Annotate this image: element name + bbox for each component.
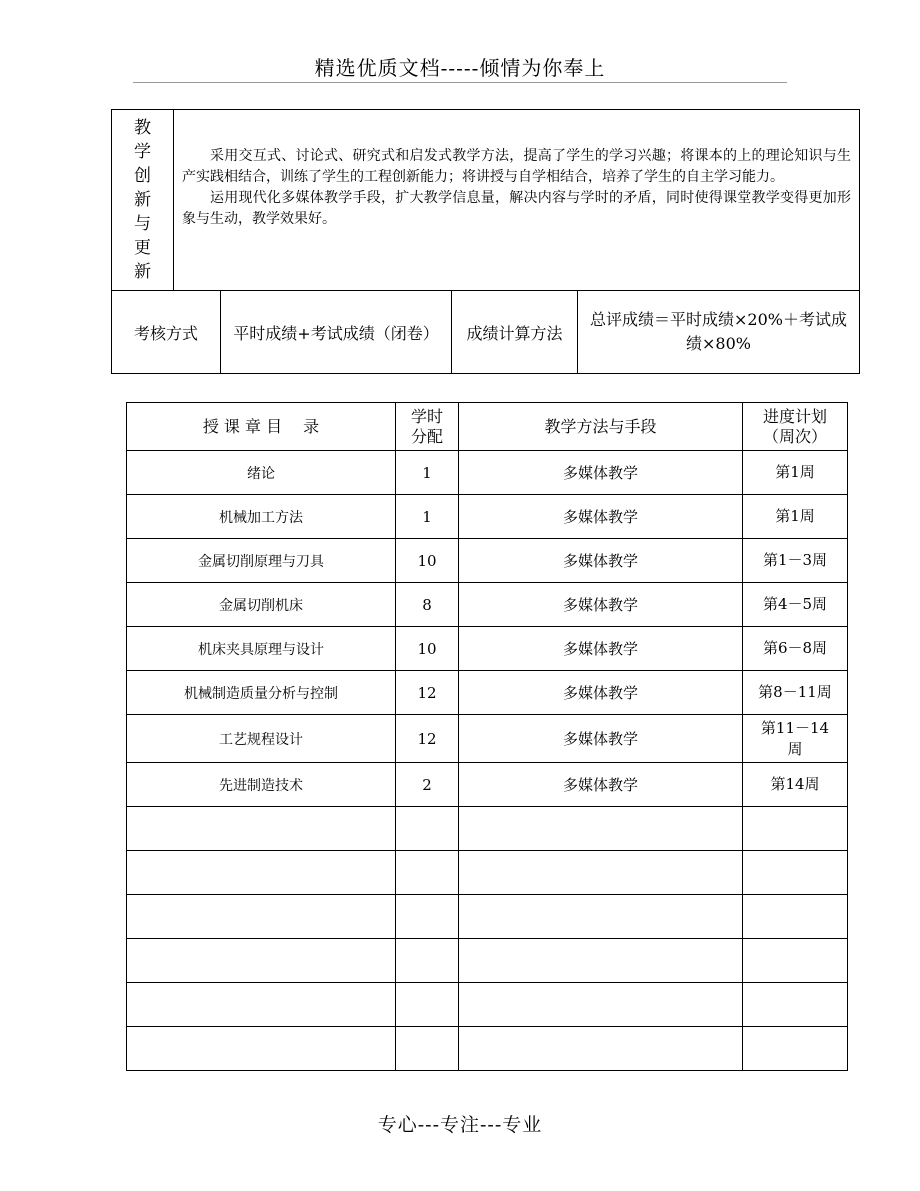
table-row (127, 583, 848, 627)
week-cell: 第1周 (743, 495, 848, 539)
table-row (127, 495, 848, 539)
chapter-cell: 机床夹具原理与设计 (127, 627, 396, 671)
week-cell: 第1周 (743, 451, 848, 495)
course-info-table (111, 109, 860, 374)
innovation-label-char: 学 (134, 142, 151, 162)
hours-header-line: 分配 (410, 426, 443, 446)
table-row (127, 539, 848, 583)
week-cell: 第11－14周 (743, 715, 848, 763)
innovation-label (112, 110, 174, 291)
method-cell: 多媒体教学 (459, 671, 743, 715)
week-cell: 第1－3周 (743, 539, 848, 583)
hours-header (396, 403, 459, 451)
table-row (127, 627, 848, 671)
grade-calc-label: 成绩计算方法 (452, 291, 578, 374)
chapter-cell: 绪论 (127, 451, 396, 495)
method-cell: 多媒体教学 (459, 451, 743, 495)
innovation-label-char: 新 (134, 190, 151, 210)
chapter-cell: 金属切削机床 (127, 583, 396, 627)
innovation-paragraph: 运用现代化多媒体教学手段，扩大教学信息量，解决内容与学时的矛盾，同时使得课堂教学变得更加形象与生动，教学效果好。 (182, 190, 851, 227)
grade-calc-formula: 总评成绩＝平时成绩×20%＋考试成绩×80% (578, 291, 860, 374)
empty-row (127, 983, 848, 1027)
empty-row (127, 939, 848, 983)
table-row (127, 451, 848, 495)
innovation-row (112, 110, 860, 291)
chapter-cell: 先进制造技术 (127, 763, 396, 807)
week-cell: 第6－8周 (743, 627, 848, 671)
schedule-header-row (127, 403, 848, 451)
table-row (127, 671, 848, 715)
week-cell: 第14周 (743, 763, 848, 807)
plan-header-line: （周次） (762, 426, 827, 446)
method-cell: 多媒体教学 (459, 763, 743, 807)
chapter-cell: 机械加工方法 (127, 495, 396, 539)
empty-row (127, 1027, 848, 1071)
schedule-table (126, 402, 848, 1071)
empty-row (127, 895, 848, 939)
innovation-label-char: 创 (134, 166, 151, 186)
page-footer: 专心---专注---专业 (377, 1114, 543, 1136)
chapter-header: 授 课 章 目 录 (127, 403, 396, 451)
hours-cell: 12 (396, 715, 459, 763)
assessment-method-value: 平时成绩+考试成绩（闭卷） (221, 291, 452, 374)
innovation-content (174, 110, 860, 291)
innovation-label-char: 与 (134, 214, 151, 234)
empty-row (127, 851, 848, 895)
header-divider (133, 82, 787, 83)
method-cell: 多媒体教学 (459, 539, 743, 583)
hours-cell: 1 (396, 495, 459, 539)
week-cell: 第8－11周 (743, 671, 848, 715)
innovation-label-char: 新 (134, 262, 151, 282)
hours-cell: 10 (396, 539, 459, 583)
chapter-cell: 工艺规程设计 (127, 715, 396, 763)
page-header: 精选优质文档-----倾情为你奉上 (314, 56, 606, 80)
assessment-row (112, 291, 860, 374)
innovation-label-char: 更 (134, 238, 151, 258)
method-cell: 多媒体教学 (459, 495, 743, 539)
hours-header-line: 学时 (410, 406, 443, 426)
chapter-cell: 金属切削原理与刀具 (127, 539, 396, 583)
hours-cell: 2 (396, 763, 459, 807)
hours-cell: 12 (396, 671, 459, 715)
method-cell: 多媒体教学 (459, 583, 743, 627)
week-cell: 第4－5周 (743, 583, 848, 627)
method-cell: 多媒体教学 (459, 627, 743, 671)
innovation-paragraph: 采用交互式、讨论式、研究式和启发式教学方法，提高了学生的学习兴趣；将课本的上的理论知识与生产实践相结合，训练了学生的工程创新能力；将讲授与自学相结合，培养了学生的自主学习能力。 (182, 148, 851, 185)
method-header: 教学方法与手段 (459, 403, 743, 451)
innovation-label-char: 教 (134, 118, 151, 138)
chapter-cell: 机械制造质量分析与控制 (127, 671, 396, 715)
plan-header-line: 进度计划 (762, 406, 827, 426)
method-cell: 多媒体教学 (459, 715, 743, 763)
hours-cell: 10 (396, 627, 459, 671)
table-row (127, 763, 848, 807)
assessment-method-label: 考核方式 (112, 291, 221, 374)
plan-header (743, 403, 848, 451)
hours-cell: 8 (396, 583, 459, 627)
empty-row (127, 807, 848, 851)
hours-cell: 1 (396, 451, 459, 495)
table-row (127, 715, 848, 763)
